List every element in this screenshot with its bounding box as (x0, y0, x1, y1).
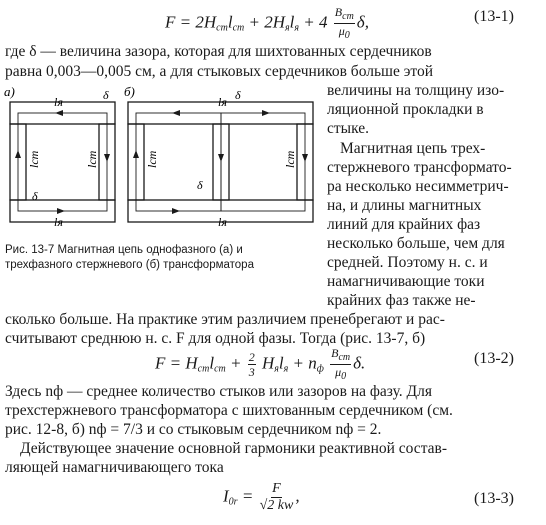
text-line: равна 0,003—0,005 см, а для стыковых сердечников больше этой (5, 63, 433, 80)
eq1-tail: δ, (356, 12, 369, 32)
eq1-term1: 2H (195, 12, 217, 32)
eq2-term2: H (261, 353, 275, 373)
eq2-frac-num: 2 (248, 350, 255, 364)
eq1-term1b: l (227, 12, 233, 32)
text-line: ляционной прокладки в (327, 101, 484, 118)
eq2-bfrac-num-sub: ст (338, 352, 351, 363)
fig-b-l-st-right: lст (283, 150, 297, 168)
text-line: трехстержневого трансформатора с шихтованным сердечником (см. (5, 402, 453, 419)
eq2-term2b: l (278, 353, 284, 373)
eq1-term2: 2H (264, 12, 285, 32)
eq2-bfrac-den-sub: 0 (341, 371, 347, 382)
arrow-icon (262, 110, 270, 116)
arrow-icon (15, 150, 21, 158)
figure-13-7 (0, 82, 322, 240)
figure-caption-line2: трехфазного стержневого (б) трансформатора (5, 259, 254, 271)
eq3-lhs-sub: 0r (228, 496, 238, 508)
eq1-frac-num-sub: ст (342, 11, 354, 22)
eq2-frac-den: 3 (248, 365, 255, 379)
eq3-tail: , (295, 486, 300, 506)
text-line: где δ — величина зазора, которая для шихтованных сердечников (5, 43, 432, 60)
fig-a-delta-bottom: δ (32, 189, 38, 203)
eq1-lhs: F (165, 12, 176, 32)
text-line: Действующее значение основной гармоники реактивной состав- (20, 440, 448, 457)
text-line: ра несколько несимметрич- (327, 178, 509, 195)
fig-a-l-ya-top: lя (54, 95, 63, 109)
eq2-term1b-sub: ст (214, 363, 226, 375)
eq1-term1b-sub: ст (232, 22, 245, 34)
eq2-term3: n (308, 353, 317, 373)
eq2-term1b: l (209, 353, 215, 373)
eq2-lhs: F (155, 353, 166, 373)
text-line: сколько больше. На практике этим различием пренебрегают и рас- (5, 311, 445, 328)
arrow-icon (104, 154, 110, 162)
equation-number-13-2: (13-2) (474, 350, 514, 367)
arrow-icon (133, 150, 139, 158)
eq3-fraction (260, 482, 294, 513)
fig-a-l-st-right: lст (85, 150, 99, 168)
fig-b-delta-top: δ (235, 88, 241, 102)
text-line: стержневого трансформато- (327, 159, 512, 176)
equation-13-2: $F = H_{ст}l_{ст}$ + $\frac{2}{3}$ $H_яl_я + n_ф$ $\frac{B_{ст}}{\mu_0}$ δ. (155, 346, 366, 382)
eq1-term2b: l (289, 12, 295, 32)
text-line: Здесь nф — среднее количество стыков или зазоров на фазу. Для (5, 383, 432, 400)
eq1-frac-den-sub: 0 (344, 30, 350, 41)
eq2-term1: H (185, 353, 198, 373)
arrow-icon (302, 154, 308, 162)
eq2-term1-sub: ст (197, 363, 210, 375)
eq1-term1-sub: ст (216, 22, 228, 34)
eq3-frac-den: √2 kw (259, 498, 294, 513)
eq1-frac-num: B (334, 5, 343, 19)
fig-b-l-ya-top: lя (218, 95, 227, 109)
figure-caption-line1: Рис. 13-7 Магнитная цепь однофазного (а) и (5, 244, 243, 256)
equation-number-13-3: (13-3) (474, 490, 514, 507)
eq2-bfrac-den: μ (335, 365, 342, 379)
text-line: крайних фаз также не- (327, 292, 476, 309)
fig-a-delta-top: δ (103, 88, 109, 102)
text-line: намагничивающие токи (327, 273, 485, 290)
fig-a-l-ya-bottom: lя (54, 215, 63, 229)
eq2-bfrac-num: B (331, 346, 339, 360)
eq2-tail: δ. (353, 353, 366, 373)
fig-b-l-ya-bottom: lя (218, 215, 227, 229)
fig-a-l-st-left: lст (27, 150, 41, 168)
fig-label-b: б) (124, 84, 135, 99)
fig-b-delta-middle: δ (197, 178, 203, 192)
text-line: на, и длины магнитных (327, 197, 482, 214)
eq1-term2b-sub: я (294, 22, 300, 34)
text-line: считывают среднюю н. с. F для одной фазы. Тогда (рис. 13-7, б) (5, 330, 426, 347)
text-line: линий для крайних фаз (327, 216, 481, 233)
equation-13-3: $I_{0r}$ = $\frac{F}{√2 kw}$ , (223, 481, 300, 513)
text-line: рис. 12-8, б) nф = 7/3 и со стыковым сердечником nф = 2. (5, 421, 382, 438)
equation-number-13-1: (13-1) (474, 8, 514, 25)
arrow-icon (172, 208, 180, 214)
eq2-fraction-b (330, 347, 351, 382)
eq3-lhs: I (223, 486, 229, 506)
eq1-term2-sub: я (285, 22, 290, 34)
equation-13-1: $F = 2H_{ст}l_{ст} + 2H_яl_я + 4$ $\frac{B_{ст}}{\mu_0}$ δ, (165, 5, 369, 41)
text-line: величины на толщину изо- (327, 82, 505, 99)
eq2-term2b-sub: я (283, 363, 289, 375)
text-line: Магнитная цепь трех- (340, 140, 486, 157)
eq1-frac-den: μ (338, 24, 345, 38)
arrow-icon (55, 110, 63, 116)
arrow-icon (218, 154, 224, 162)
text-line: стыке. (327, 120, 369, 137)
eq1-term3: 4 (319, 12, 328, 32)
arrow-icon (57, 208, 65, 214)
text-line: средней. Поэтому н. с. и (327, 254, 488, 271)
text-line: несколько больше, чем для (327, 235, 505, 252)
fig-b-l-st-left: lст (145, 150, 159, 168)
eq1-fraction (334, 6, 355, 41)
eq2-fraction-2-3 (248, 351, 256, 378)
eq3-frac-num: F (272, 481, 281, 496)
fig-label-a: а) (4, 84, 15, 99)
arrow-icon (172, 110, 180, 116)
eq2-term3-sub: ф (316, 363, 324, 375)
eq2-term2-sub: я (274, 363, 279, 375)
text-line: ляющей намагничивающего тока (5, 459, 224, 476)
